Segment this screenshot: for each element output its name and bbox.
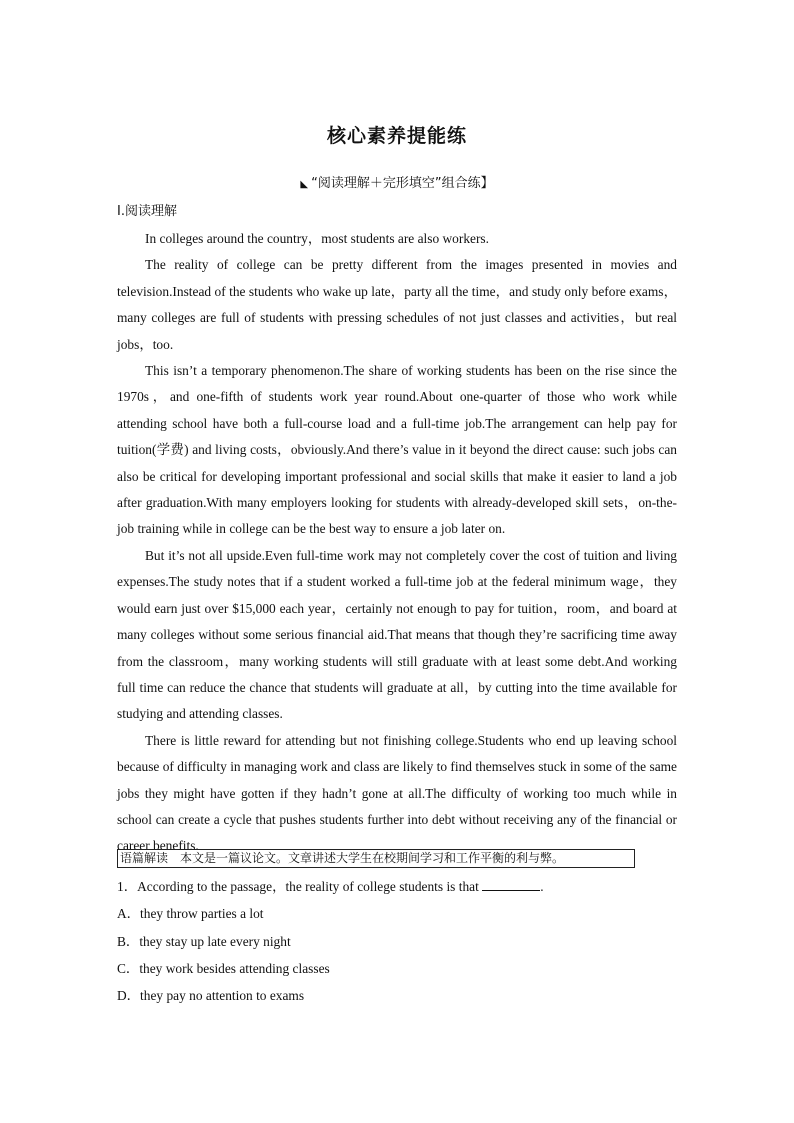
passage-paragraph: There is little reward for attending but not finishing college.Students who end up leaving school because of difficulty in managing work and class are likely to find themselves stuck in some of the same jobs they might have gotten if they hadn’t gone at all.The difficulty of working too much while in school can create a cycle that pushes students further into debt without receiving any of the financial or career benefits. (117, 732, 677, 854)
option-b[interactable]: B．they stay up late every night (117, 933, 291, 949)
subtitle-text: “阅读理解＋完形填空”组合练 (311, 176, 481, 191)
question-block (117, 873, 677, 1009)
exercise-subtitle (0, 172, 794, 191)
question-stem-end: . (540, 879, 544, 894)
option-d[interactable]: D．they pay no attention to exams (117, 988, 305, 1004)
question-stem (117, 873, 677, 900)
passage-paragraph: The reality of college can be pretty different from the images presented in movies and television.Instead of the students who wake up late，party all the time，and study only before exams，many colleges are full of students with pressing schedules of not just classes and activities，but real jobs，too. (117, 257, 677, 352)
bracket-mark-icon: ◣ (300, 179, 309, 190)
page-title: 核心素养提能练 (326, 125, 467, 147)
option-c[interactable]: C．they work besides attending classes (117, 960, 330, 976)
passage-summary-box: 语篇解读 本文是一篇议论文。文章讲述大学生在校期间学习和工作平衡的利与弊。 (117, 849, 635, 868)
passage-paragraph: This isn’t a temporary phenomenon.The share of working students has been on the rise since the 1970s，and one-fifth of students work year round.About one-quarter of those who work while attending school have both a full-course load and a full-time job.The arrangement can help pay for tuition(学费) and living costs，obviously.And there’s value in it beyond the direct cause: such jobs can also be critical for developing important professional and social skills that make it easier to land a job after graduation.With many employers looking for students with already-developed skill sets，on-the-job training while in college can be the best way to ensure a job later on. (117, 363, 677, 537)
answer-blank[interactable] (482, 878, 540, 891)
reading-passage (117, 226, 677, 860)
passage-paragraph: But it’s not all upside.Even full-time work may not completely cover the cost of tuition and living expenses.The study notes that if a student worked a full-time job at the federal minimum wage，they would earn just over $15,000 each year，certainly not enough to pay for tuition，room，and board at many colleges without some serious financial aid.That means that though they’re sacrificing time away from the classroom，many working students will still graduate with at least some debt.And working full time can reduce the chance that students will graduate at all，by cutting into the time available for studying and attending classes. (117, 547, 677, 722)
closing-bracket: 】 (480, 176, 494, 191)
option-a[interactable]: A．they throw parties a lot (117, 906, 264, 922)
question-stem-text: 1．According to the passage，the reality of college students is that (117, 879, 479, 894)
passage-paragraph: In colleges around the country，most students are also workers. (145, 231, 489, 246)
section-heading: Ⅰ.阅读理解 (117, 204, 177, 219)
